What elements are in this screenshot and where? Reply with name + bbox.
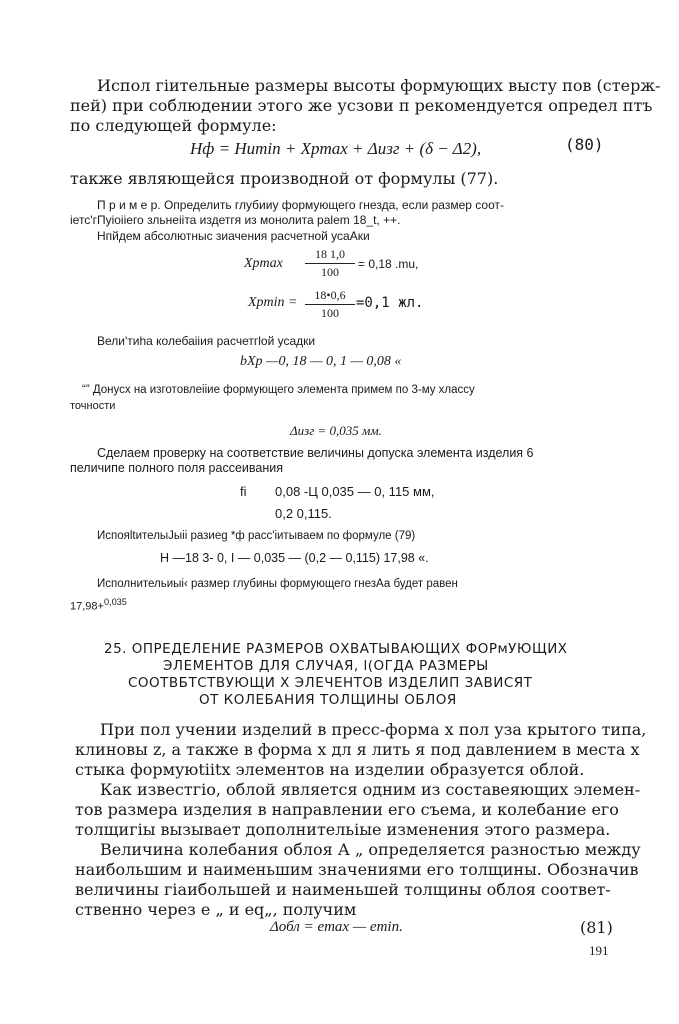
- text-line: клиновы z, а также в форма х дл я лить я под давлением в места х: [75, 740, 640, 759]
- example-line: Нпйдем абсолютныс зиачения расчетной усаАки: [97, 229, 370, 243]
- text-line: наибольшим и наименьшим значениями его толщины. Обозначив: [75, 860, 639, 879]
- text-line: пеличипе полного поля рассеивания: [70, 461, 284, 475]
- text-line: Испол гiительные размеры высоты формующих высту пов (стерж-: [97, 76, 661, 95]
- fraction-bar: [305, 263, 355, 264]
- section-heading: СООТВБТСТВУЮЩИ Х ЭЛЕЧЕНТОВ ИЗДЕЛИП ЗАВИСЯТ: [128, 675, 533, 691]
- formula-label: fi: [240, 484, 247, 499]
- text-line: пей) при соблюдении этого же усзови п рекомендуется определ птъ: [70, 96, 653, 115]
- text-line: Сделаем проверку на соответствие величины допуска элемента изделия 6: [97, 446, 534, 460]
- equation-number: (81): [580, 918, 613, 937]
- fraction-numerator: 18•0,6: [314, 288, 346, 302]
- formula: bXp —0, 18 — 0, 1 — 0,08 «: [240, 354, 402, 369]
- formula-81: Δобл = emax — emin.: [270, 919, 403, 935]
- formula-rhs: = 0,18 .mu,: [358, 257, 419, 271]
- section-heading: ОТ КОЛЕБАНИЯ ТОЛЩИНЫ ОБЛОЯ: [199, 692, 457, 708]
- page-number: 191: [589, 943, 609, 958]
- formula: 0,2 0,115.: [275, 506, 332, 521]
- text-line: также являющейся производной от формулы (77).: [70, 169, 499, 188]
- result-tolerance: 0,035: [103, 597, 127, 607]
- fraction-denominator: 100: [321, 265, 339, 279]
- formula-lhs: Xpmax: [244, 256, 283, 271]
- formula: Δизг = 0,035 мм.: [290, 423, 382, 438]
- text-line: Исполнительиыi‹ размер глубины формующего гнезАа будет равен: [97, 578, 458, 590]
- text-line: величины гiаибольшей и наименьшей толщины облоя соответ-: [75, 880, 611, 899]
- result-value: [70, 598, 127, 613]
- text-line: Вели'тиhа колебаiiия расчетгlой усадки: [97, 334, 316, 348]
- formula-lhs: Xpmin =: [248, 295, 298, 310]
- text-line: тов размера изделия в направлении его съема, и колебание его: [75, 800, 619, 819]
- fraction-denominator: 100: [321, 306, 339, 320]
- text-line: При пол учении изделий в пресс-форма х пол уза крытого типа,: [100, 720, 647, 739]
- text-line: толщигiы вызывает дополнительiые изменения этого размера.: [75, 820, 611, 839]
- fraction: [305, 247, 355, 280]
- text-line: Величина колебания облоя А „ определяется разностью между: [100, 840, 641, 859]
- section-heading: ЭЛЕМЕНТОВ ДЛЯ СЛУЧАЯ, l(ОГДА РАЗМЕРЫ: [163, 658, 489, 674]
- result-base: 17,98+: [70, 600, 104, 613]
- example-line: iетс'гПуioiiего зльнеiiта издетгя из монолита palem 18_t, ++.: [70, 213, 401, 227]
- formula-80: Hф = Hиmin + Xpmax + Δизг + (δ − Δ2),: [190, 139, 482, 158]
- formula: Н —18 3- 0, I — 0,035 — (0,2 — 0,115) 17,98 «.: [160, 551, 429, 565]
- text-line: ИспояltителыJыii разиеg *ф расс'iитываем по формуле (79): [97, 530, 416, 542]
- section-heading: 25. ОПРЕДЕЛЕНИЕ РАЗМЕРОВ ОХВАТЫВАЮЩИХ ФОРмУЮЩИХ: [104, 641, 568, 657]
- text-line: ственно через е „ и еq„, получим: [75, 900, 357, 919]
- formula: 0,08 -Ц 0,035 — 0, 115 мм,: [275, 484, 435, 499]
- text-line: по следующей формуле:: [70, 116, 277, 135]
- text-line: Как известгiо, облой является одним из составеяющих элемен-: [100, 780, 641, 799]
- fraction-bar: [305, 304, 355, 305]
- equation-number: (80): [565, 135, 604, 154]
- formula-rhs: =0,1 жл.: [356, 295, 424, 311]
- fraction: [305, 288, 355, 321]
- text-line: “” Донусх на изготовлeiiие формующего элемента примем по 3-му хлассу: [82, 384, 475, 396]
- text-line: стыка формуюtiitх элементов на изделии образуется облой.: [75, 760, 585, 779]
- fraction-numerator: 18 1,0: [315, 247, 345, 261]
- example-line: П р и м е р. Определить глубииу формующего гнезда, если размер соот-: [97, 198, 504, 212]
- text-line: точности: [70, 400, 116, 412]
